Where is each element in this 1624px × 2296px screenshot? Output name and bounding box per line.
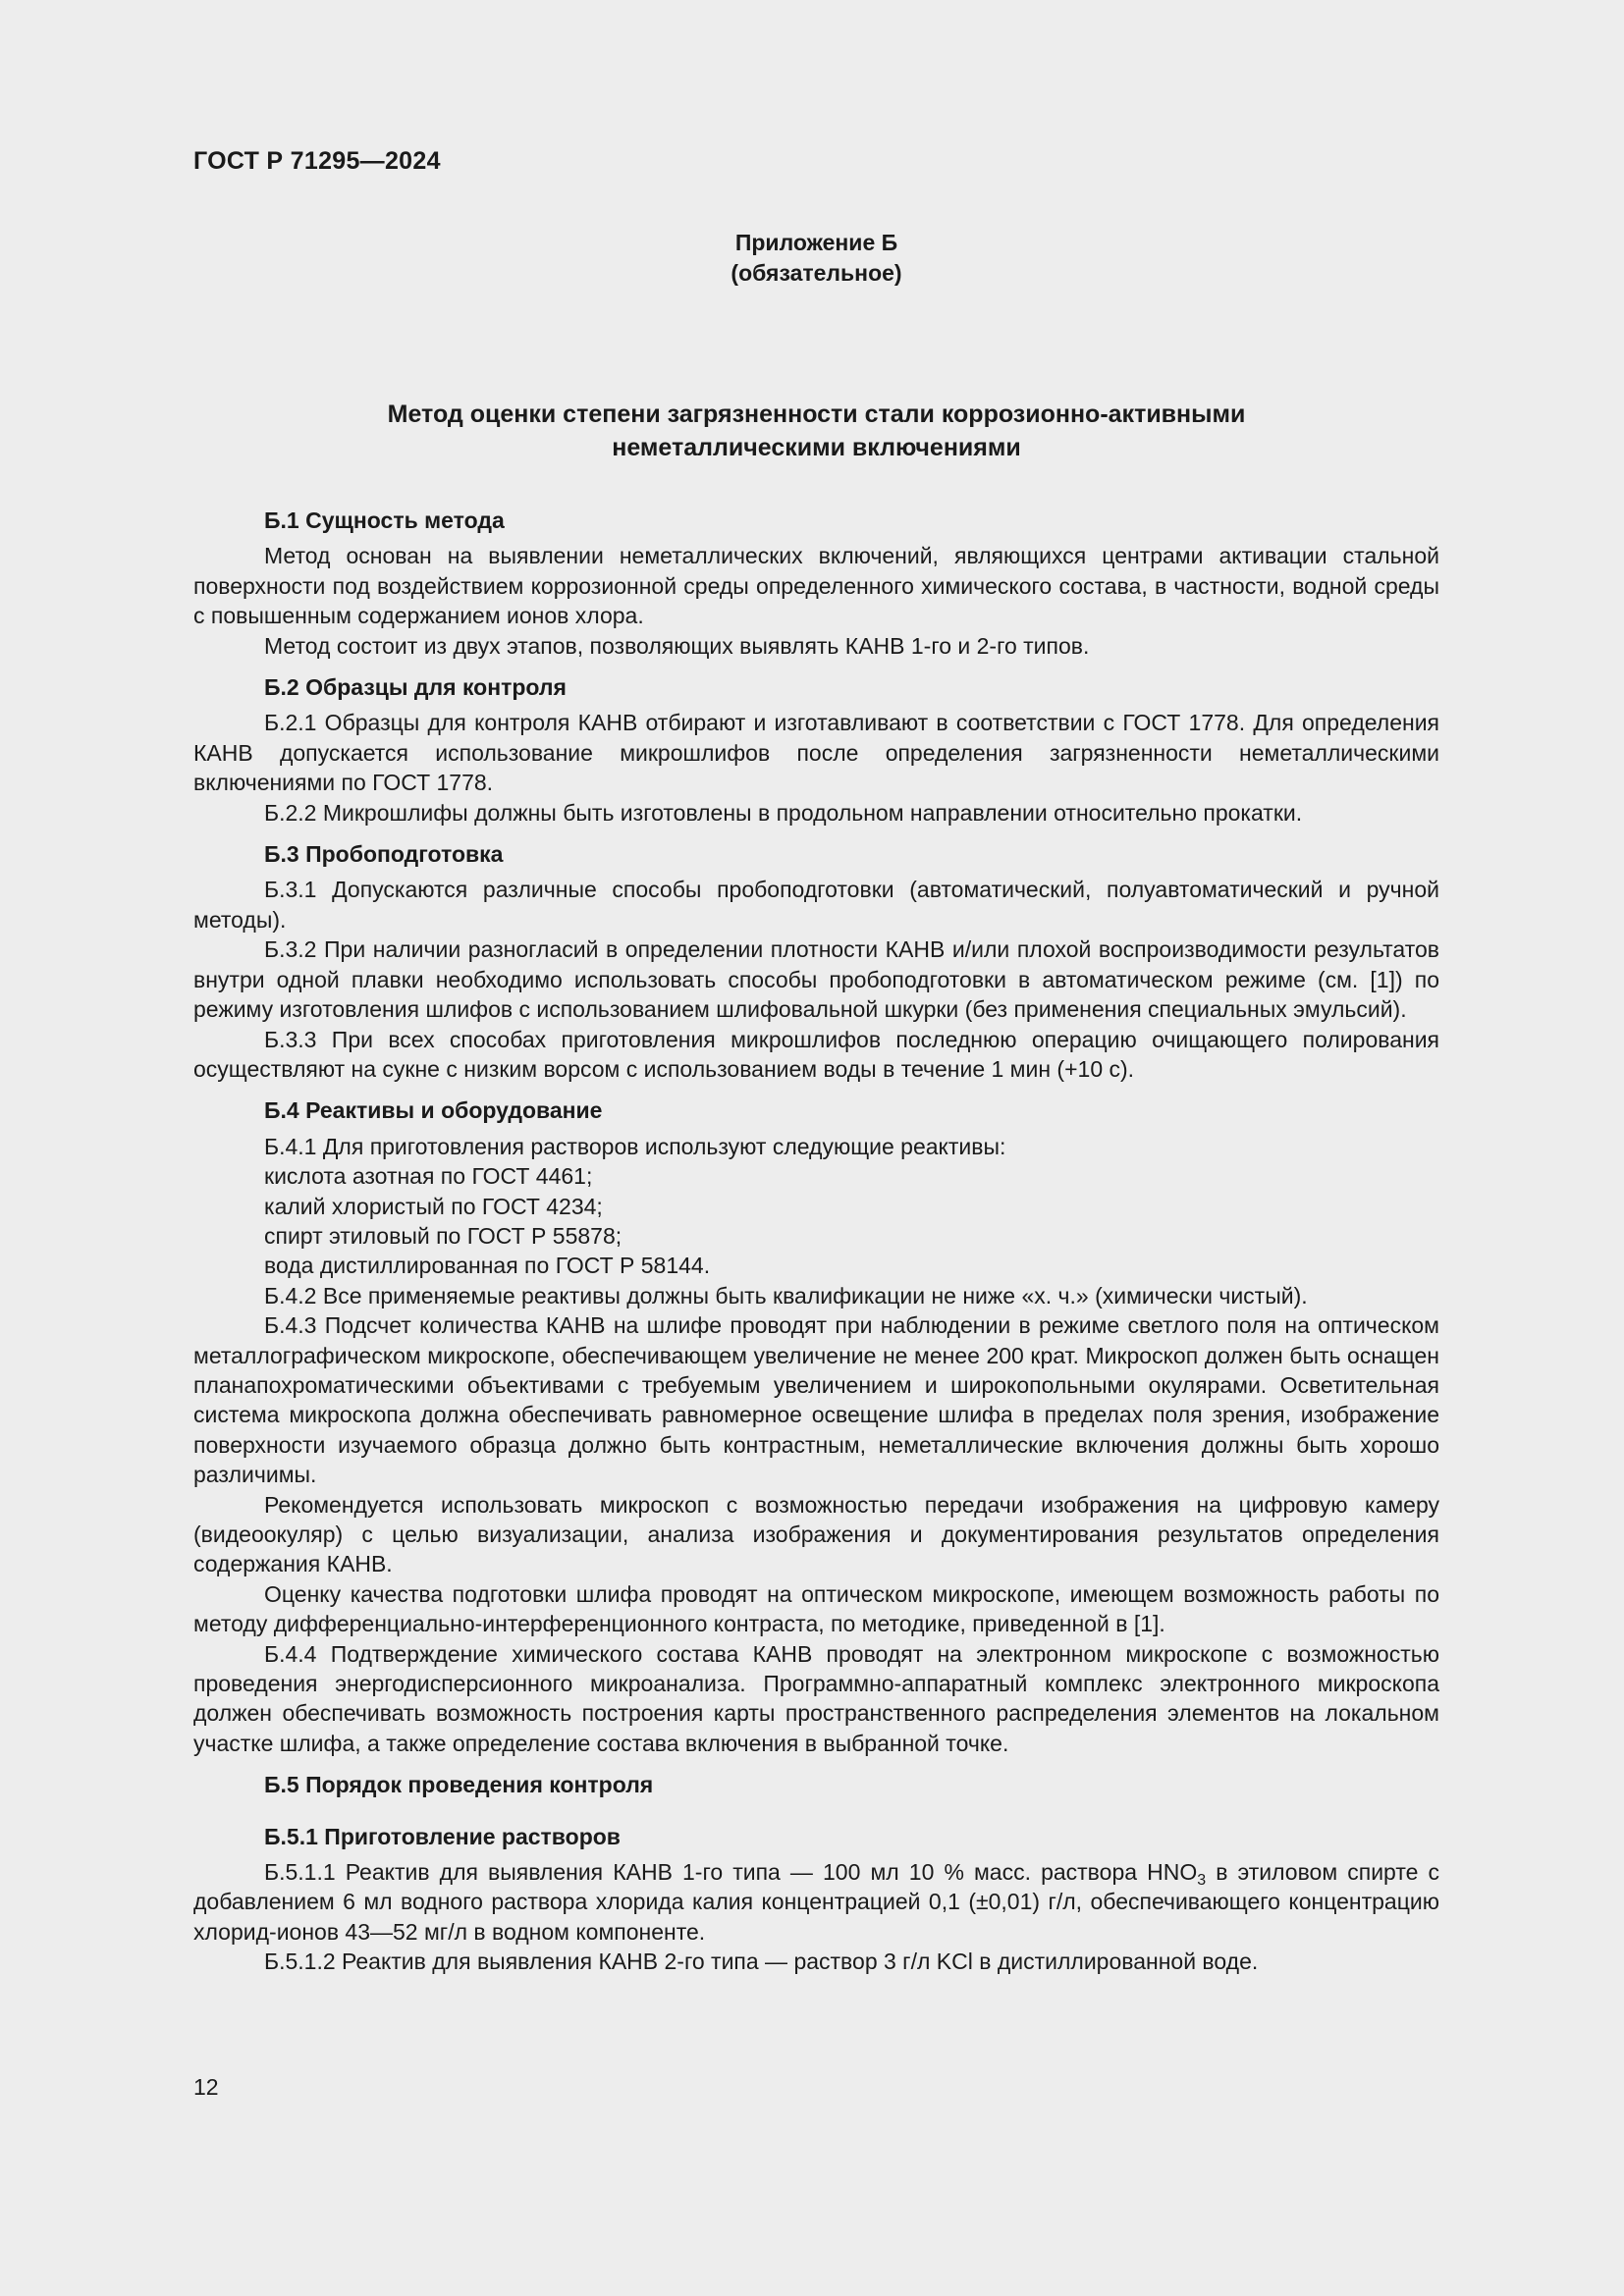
paragraph: Б.4.1 Для приготовления растворов используют следующие реактивы: <box>264 1133 1006 1159</box>
list-item: спирт этиловый по ГОСТ Р 55878; <box>264 1222 623 1249</box>
page-number: 12 <box>193 2074 219 2100</box>
list-item: калий хлористый по ГОСТ 4234; <box>264 1193 603 1219</box>
section-heading-b2: Б.2 Образцы для контроля <box>264 674 567 701</box>
document-code: ГОСТ Р 71295—2024 <box>193 147 441 175</box>
paragraph: Рекомендуется использовать микроскоп с возможностью передачи изображения на цифровую камеру (видеоокуляр) с целью визуализации, анализа изображения и документирования результатов определения содержания КАНВ. <box>193 1491 1439 1577</box>
section-heading-b1: Б.1 Сущность метода <box>264 507 505 533</box>
paragraph <box>193 1857 1439 1947</box>
paragraph: Оценку качества подготовки шлифа проводят на оптическом микроскопе, имеющем возможность работы по методу дифференциально-интерференционного контраста, по методике, приведенной в [1]. <box>193 1580 1439 1637</box>
paragraph: Б.5.1.2 Реактив для выявления КАНВ 2-го типа — раствор 3 г/л KCl в дистиллированной воде. <box>264 1949 1259 1975</box>
paragraph: Метод основан на выявлении неметаллических включений, являющихся центрами активации стальной поверхности под воздействием коррозионной среды определенного химического состава, в частности, водной среды с повышенным содержанием ионов хлора. <box>193 543 1439 629</box>
annex-heading <box>193 228 1439 289</box>
annex-status: (обязательное) <box>731 260 902 286</box>
paragraph: Б.4.3 Подсчет количества КАНВ на шлифе проводят при наблюдении в режиме светлого поля на оптическом металлографическом микроскопе, обеспечивающем увеличение не менее 200 крат. Микроскоп должен быть оснащен планапохроматическими объективами с требуемым увеличением и широкопольными окулярами. Осветительная система микроскопа должна обеспечивать равномерное освещение шлифа в пределах поля зрения, изображение поверхности изучаемого образца должно быть контрастным, неметаллические включения должны быть хорошо различимы. <box>193 1312 1439 1488</box>
paragraph: Б.4.4 Подтверждение химического состава КАНВ проводят на электронном микроскопе с возможностью проведения энергодисперсионного микроанализа. Программно-аппаратный комплекс электронного микроскопа должен обеспечивать возможность построения карты пространственного распределения элементов на локальном участке шлифа, а также определение состава включения в выбранной точке. <box>193 1640 1439 1756</box>
annex-title-line-2: неметаллическими включениями <box>612 434 1021 461</box>
subscript: 3 <box>1197 1872 1207 1890</box>
text-run: в этиловом спирте с добавлением 6 мл водного раствора хлорида калия концентрацией 0,1 (±0,01) г/л, обеспечивающего концентрацию хлорид-ионов 43—52 мг/л в водном компоненте. <box>193 1859 1439 1945</box>
annex-title <box>193 398 1439 464</box>
paragraph: Б.2.1 Образцы для контроля КАНВ отбирают и изготавливают в соответствии с ГОСТ 1778. Для определения КАНВ допускается использование микрошлифов после определения загрязненности неметаллическими включениями по ГОСТ 1778. <box>193 710 1439 796</box>
paragraph: Метод состоит из двух этапов, позволяющих выявлять КАНВ 1-го и 2-го типов. <box>264 632 1090 659</box>
list-item: кислота азотная по ГОСТ 4461; <box>264 1163 593 1190</box>
section-heading-b5: Б.5 Порядок проведения контроля <box>264 1772 654 1798</box>
document-body <box>193 506 1439 1977</box>
paragraph: Б.2.2 Микрошлифы должны быть изготовлены в продольном направлении относительно прокатки. <box>264 799 1303 826</box>
text-run: Б.5.1.1 Реактив для выявления КАНВ 1-го типа — 100 мл 10 % масс. раствора HNO <box>264 1859 1198 1886</box>
annex-title-line-1: Метод оценки степени загрязненности стали коррозионно-активными <box>387 400 1246 428</box>
paragraph: Б.3.3 При всех способах приготовления микрошлифов последнюю операцию очищающего полирования осуществляют на сукне с низким ворсом с использованием воды в течение 1 мин (+10 с). <box>193 1026 1439 1082</box>
list-item: вода дистиллированная по ГОСТ Р 58144. <box>264 1253 711 1279</box>
paragraph: Б.3.2 При наличии разногласий в определении плотности КАНВ и/или плохой воспроизводимости результатов внутри одной плавки необходимо использовать способы пробоподготовки в автоматическом режиме (см. [1]) по режиму изготовления шлифов с использованием шлифовальной шкурки (без применения специальных эмульсий). <box>193 936 1439 1023</box>
section-heading-b3: Б.3 Пробоподготовка <box>264 841 504 868</box>
subsection-heading-b51: Б.5.1 Приготовление растворов <box>264 1823 621 1849</box>
paragraph: Б.3.1 Допускаются различные способы пробоподготовки (автоматический, полуавтоматический и ручной методы). <box>193 877 1439 933</box>
section-heading-b4: Б.4 Реактивы и оборудование <box>264 1097 603 1124</box>
annex-label: Приложение Б <box>734 230 898 255</box>
paragraph: Б.4.2 Все применяемые реактивы должны быть квалификации не ниже «х. ч.» (химически чистый). <box>264 1282 1308 1308</box>
